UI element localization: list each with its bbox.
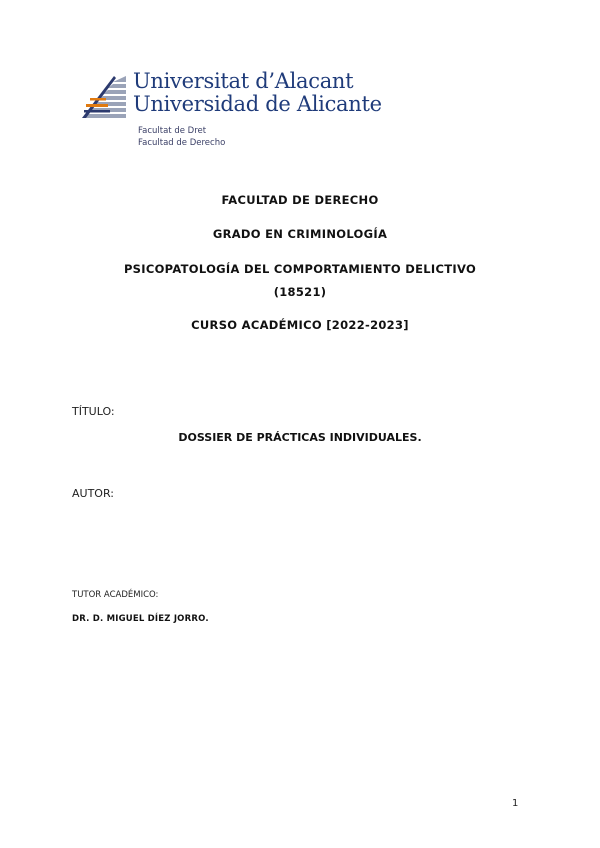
degree-heading: GRADO EN CRIMINOLOGÍA bbox=[212, 227, 388, 241]
faculty-name-spanish: Facultad de Derecho bbox=[138, 138, 226, 148]
faculty-heading: FACULTAD DE DERECHO bbox=[221, 193, 379, 207]
tutor-name: DR. D. MIGUEL DÍEZ JORRO. bbox=[72, 614, 209, 624]
author-label: AUTOR: bbox=[72, 487, 114, 500]
university-name-valencian: Universitat d’Alacant bbox=[133, 69, 354, 93]
faculty-name-valencian: Facultat de Dret bbox=[138, 126, 207, 136]
subject-code: (18521) bbox=[273, 285, 327, 299]
university-logo bbox=[80, 70, 380, 160]
tutor-label: TUTOR ACADÉMICO: bbox=[72, 590, 159, 600]
document-title: DOSSIER DE PRÁCTICAS INDIVIDUALES. bbox=[178, 431, 422, 444]
title-label: TÍTULO: bbox=[72, 405, 115, 418]
university-name-spanish: Universidad de Alicante bbox=[133, 92, 382, 116]
academic-year: CURSO ACADÉMICO [2022-2023] bbox=[191, 318, 409, 332]
university-logo-icon bbox=[80, 74, 128, 120]
page-number: 1 bbox=[512, 798, 519, 809]
subject-heading: PSICOPATOLOGÍA DEL COMPORTAMIENTO DELICTIVO bbox=[123, 262, 477, 276]
